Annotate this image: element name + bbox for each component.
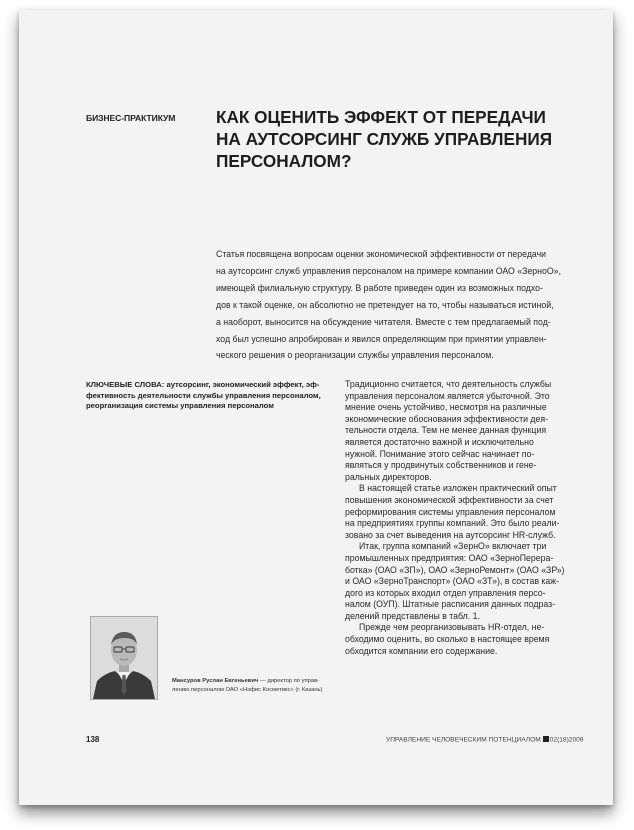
- body-line: обходится компании его содержание.: [345, 645, 498, 656]
- lead-line: имеющей филиальную структуру. В работе приведен один из возможных подхо-: [216, 282, 543, 293]
- body-line: повышения экономической эффективности за счет: [345, 494, 554, 505]
- lead-paragraph: [216, 246, 591, 364]
- body-line: ботка» (ОАО «ЗП»), ОАО «ЗерноРемонт» (ОАО «ЗР»): [345, 564, 565, 575]
- body-line: мнение очень устойчиво, несмотря на различные: [345, 402, 547, 413]
- body-line: обходимо оценить, во сколько в настоящее время: [345, 634, 550, 645]
- title-line: КАК ОЦЕНИТЬ ЭФФЕКТ ОТ ПЕРЕДАЧИ: [216, 107, 546, 127]
- journal-name: УПРАВЛЕНИЕ ЧЕЛОВЕЧЕСКИМ ПОТЕНЦИАЛОМ: [386, 736, 541, 744]
- body-line: нужной. Понимание этого сейчас начинает по-: [345, 448, 535, 459]
- body-line: делений представлены в табл. 1.: [345, 610, 480, 621]
- author-name: Мансуров Руслан Евгеньевич: [172, 678, 259, 684]
- body-line: В настоящей статье изложен практический опыт: [359, 483, 557, 494]
- article-title: [216, 106, 553, 172]
- body-line: являться у продвинутых собственников и гене-: [345, 460, 537, 471]
- body-line: ральных директоров.: [345, 471, 432, 482]
- issue-number: 02(18)2009: [549, 736, 584, 744]
- body-line: Итак, группа компаний «ЗернО» включает три: [359, 541, 547, 552]
- journal-footer: [386, 736, 583, 744]
- title-line: НА АУТСОРСИНГ СЛУЖБ УПРАВЛЕНИЯ: [216, 129, 553, 149]
- lead-line: на аутсорсинг служб управления персоналом на примере компании ОАО «ЗерноО»,: [216, 265, 561, 276]
- body-line: дого из которых входил отдел управления персо-: [345, 587, 546, 598]
- author-role-end: лению персоналом ОАО «Нэфис Косметикс» (г. Казань): [172, 687, 323, 694]
- square-separator-icon: [543, 736, 549, 742]
- page-number: 138: [86, 735, 100, 744]
- body-line: на предприятиях группы компаний. Это было реали-: [345, 518, 560, 529]
- keywords-line: фективность деятельности службы управления персоналом,: [86, 390, 321, 400]
- lead-line: ческого решения о реорганизации службы управления персоналом.: [216, 350, 494, 361]
- title-line: ПЕРСОНАЛОМ?: [216, 151, 352, 171]
- keywords-line: реорганизация системы управления персоналом: [86, 401, 274, 411]
- author-caption-line1: [172, 677, 347, 686]
- body-line: Традиционно считается, что деятельность службы: [345, 379, 552, 389]
- body-line: является достаточно важной и исключительно: [345, 436, 534, 447]
- lead-line: Статья посвящена вопросам оценки экономической эффективности от передачи: [216, 249, 547, 259]
- keywords-block: [86, 380, 321, 412]
- body-line: управления персоналом является убыточной. Это: [345, 390, 550, 401]
- author-photo: [90, 616, 158, 700]
- author-portrait-icon: [91, 617, 157, 699]
- body-line: налом (ОУП). Штатные расписания данных подраз-: [345, 599, 556, 610]
- body-line: реформирования системы управления персоналом: [345, 506, 556, 517]
- lead-line: дов к такой оценке, он абсолютно не претендует на то, чтобы называться истиной,: [216, 299, 554, 310]
- lead-line: ход был успешно апробирован и явился определяющим при принятии управлен-: [216, 333, 547, 344]
- keywords-line: КЛЮЧЕВЫЕ СЛОВА: аутсорсинг, экономический эффект, эф-: [86, 380, 320, 389]
- body-line: экономические обоснования эффективности дея-: [345, 413, 549, 424]
- body-line: тельности отдела. Тем не менее данная функция: [345, 425, 547, 436]
- author-caption: [172, 677, 347, 696]
- body-line: промышленных предприятия: ОАО «ЗерноПерера-: [345, 552, 554, 563]
- article-body: [345, 379, 577, 657]
- body-line: Прежде чем реорганизовывать HR-отдел, не-: [359, 622, 545, 633]
- lead-line: а наоборот, выносится на обсуждение читателя. Вместе с тем предлагаемый под-: [216, 316, 551, 327]
- body-line: и ОАО «ЗерноТранспорт» (ОАО «ЗТ»), в состав каж-: [345, 576, 560, 587]
- body-line: зовано за счет выведения на аутсорсинг HR-служб.: [345, 529, 556, 540]
- author-role-start: — директор по управ-: [258, 678, 320, 684]
- section-label: БИЗНЕС-ПРАКТИКУМ: [86, 113, 176, 123]
